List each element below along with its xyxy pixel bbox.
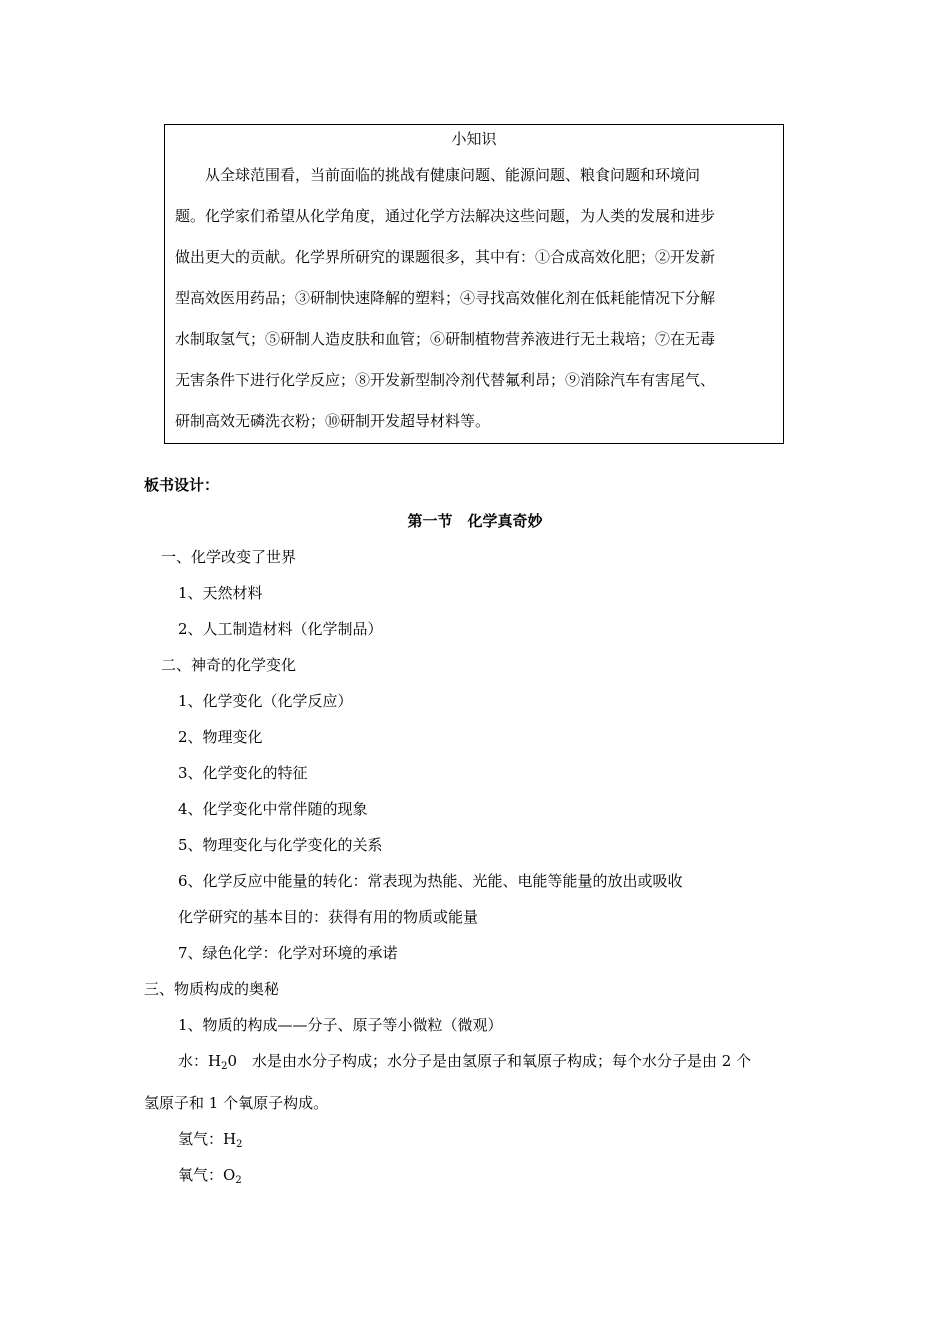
knowledge-line: 题。化学家们希望从化学角度，通过化学方法解决这些问题，为人类的发展和进步	[175, 207, 716, 225]
research-goal: 化学研究的基本目的：获得有用的物质或能量	[178, 908, 479, 926]
section-2-item: 6、化学反应中能量的转化：常表现为热能、光能、电能等能量的放出或吸收	[178, 872, 683, 890]
section-2-item: 1、化学变化（化学反应）	[178, 692, 353, 710]
water-label: 水：H	[178, 1052, 222, 1070]
knowledge-line: 无害条件下进行化学反应；⑧开发新型制冷剂代替氟利昂；⑨消除汽车有害尾气、	[175, 371, 716, 389]
hydrogen-subscript: 2	[236, 1139, 243, 1150]
section-2-item: 5、物理变化与化学变化的关系	[178, 836, 383, 854]
section-2-item: 7、绿色化学：化学对环境的承诺	[178, 944, 398, 962]
knowledge-line: 型高效医用药品；③研制快速降解的塑料；④寻找高效催化剂在低耗能情况下分解	[175, 289, 716, 307]
water-subscript: 2	[221, 1061, 228, 1072]
water-description: 0 水是由水分子构成；水分子是由氢原子和氧原子构成；每个水分子是由 2 个	[227, 1052, 752, 1070]
section-1-item: 1、天然材料	[178, 584, 263, 602]
board-heading: 板书设计：	[144, 476, 220, 494]
hydrogen-line	[178, 1129, 242, 1149]
knowledge-line: 研制高效无磷洗衣粉；⑩研制开发超导材料等。	[175, 412, 491, 430]
board-title: 第一节 化学真奇妙	[407, 512, 543, 530]
section-2-item: 2、物理变化	[178, 728, 263, 746]
section-3-item: 1、物质的构成——分子、原子等小微粒（微观）	[178, 1016, 503, 1034]
knowledge-line: 水制取氢气；⑤研制人造皮肤和血管；⑥研制植物营养液进行无土栽培；⑦在无毒	[175, 330, 716, 348]
knowledge-box-title: 小知识	[451, 130, 497, 148]
section-3-heading: 三、物质构成的奥秘	[144, 980, 280, 998]
hydrogen-label: 氢气：H	[178, 1130, 237, 1148]
water-line-continued: 氢原子和 1 个氧原子构成。	[144, 1094, 329, 1112]
section-1-heading: 一、化学改变了世界	[161, 548, 297, 566]
section-1-item: 2、人工制造材料（化学制品）	[178, 620, 383, 638]
section-2-item: 3、化学变化的特征	[178, 764, 308, 782]
section-2-heading: 二、神奇的化学变化	[161, 656, 297, 674]
oxygen-label: 氧气：O	[178, 1166, 236, 1184]
knowledge-line: 从全球范围看，当前面临的挑战有健康问题、能源问题、粮食问题和环境问	[175, 166, 701, 184]
oxygen-line	[178, 1165, 242, 1185]
knowledge-box	[164, 124, 784, 444]
water-line	[178, 1051, 751, 1071]
knowledge-line: 做出更大的贡献。化学界所研究的课题很多，其中有：①合成高效化肥；②开发新	[175, 248, 716, 266]
oxygen-subscript: 2	[235, 1175, 242, 1186]
section-2-item: 4、化学变化中常伴随的现象	[178, 800, 368, 818]
